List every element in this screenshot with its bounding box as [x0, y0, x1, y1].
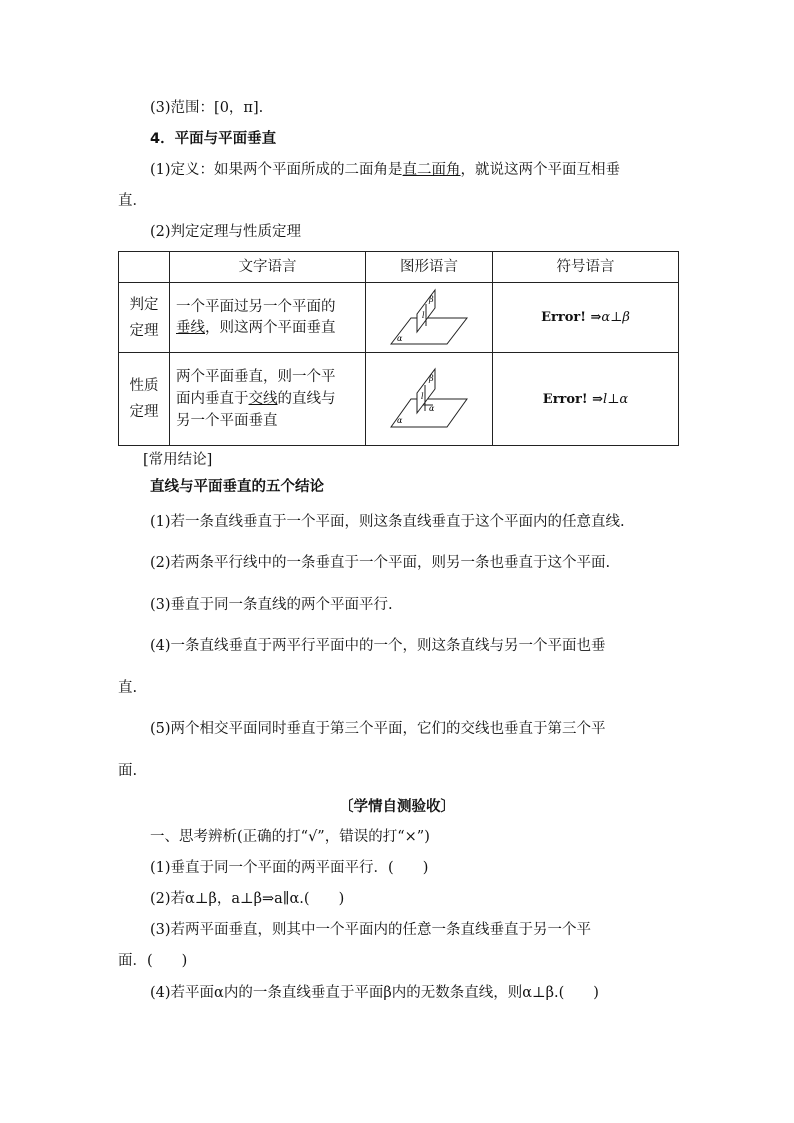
text-language-part: 面内垂直于 — [176, 391, 249, 407]
figure-label: α — [397, 333, 403, 343]
definition-line-cont: 直． — [118, 193, 147, 209]
quiz-heading: 〔学情自测验收〕 — [339, 799, 455, 815]
table-header-cell: 图形语言 — [366, 252, 493, 283]
conclusion-item: (5)两个相交平面同时垂直于第三个平面，它们的交线也垂直于第三个平 — [150, 721, 606, 737]
quiz-part-title: 一、思考辨析(正确的打“√”，错误的打“×”) — [150, 829, 430, 845]
definition-line — [150, 160, 620, 180]
section-4-title: 4．平面与平面垂直 — [150, 131, 277, 147]
figure-label: α — [397, 416, 403, 425]
theorem-intro: (2)判定定理与性质定理 — [150, 224, 302, 240]
row-name-line: 判定 — [129, 296, 159, 313]
conclusion-title: 直线与平面垂直的五个结论 — [150, 479, 324, 495]
symbol-premise: Error! ⇒ — [541, 310, 602, 325]
row-name-cell — [119, 353, 170, 446]
row-name-line: 定理 — [129, 322, 159, 339]
conclusion-item: 直. — [118, 680, 138, 696]
figure-label: l — [422, 310, 425, 320]
conclusion-item: (3)垂直于同一条直线的两个平面平行. — [150, 597, 393, 613]
table-header-cell: 文字语言 — [170, 252, 366, 283]
quiz-question: (2)若α⊥β，a⊥β⇒a∥α.( ) — [150, 891, 345, 907]
text-language-line: 一个平面过另一个平面的 — [176, 298, 336, 315]
definition-text-a: (1)定义：如果两个平面所成的二面角是 — [150, 162, 403, 178]
text-language-rest: ，则这两个平面垂直 — [205, 319, 336, 336]
key-term: 交线 — [248, 391, 278, 407]
quiz-question: (3)若两平面垂直，则其中一个平面内的任意一条直线垂直于另一个平 — [150, 922, 592, 938]
text-language-cell — [170, 353, 366, 446]
conclusion-item: (2)若两条平行线中的一条垂直于一个平面，则另一条也垂直于这个平面. — [150, 555, 611, 571]
definition-key-term: 直二面角 — [402, 162, 461, 178]
figure-label: α — [429, 404, 435, 413]
table-row — [119, 283, 679, 353]
conclusion-tag: [常用结论] — [143, 452, 213, 468]
figure-label: β — [429, 294, 434, 304]
definition-text-b: ，就说这两个平面互相垂 — [460, 162, 621, 178]
symbol-conclusion: l⊥α — [603, 391, 629, 407]
symbol-premise: Error! ⇒ — [542, 391, 604, 407]
perpendicular-planes-figure — [389, 288, 469, 348]
table-row — [119, 353, 679, 446]
row-name-cell — [119, 283, 170, 353]
text-language-line — [176, 318, 359, 339]
table-header-cell: 符号语言 — [493, 252, 679, 283]
text-language-line: 另一个平面垂直 — [176, 413, 278, 429]
quiz-question: (1)垂直于同一个平面的两平面平行．( ) — [150, 860, 429, 876]
quiz-question: (4)若平面α内的一条直线垂直于平面β内的无数条直线，则α⊥β.( ) — [150, 985, 599, 1001]
conclusion-item: 面. — [118, 763, 138, 779]
key-term: 垂线 — [176, 319, 205, 336]
theorem-table — [118, 251, 679, 446]
text-language-line — [176, 388, 359, 410]
row-name-line: 性质 — [129, 378, 159, 394]
table-header-cell — [119, 252, 170, 283]
symbol-language-cell — [493, 283, 679, 353]
text-language-line: 两个平面垂直，则一个平 — [176, 369, 336, 385]
perpendicular-planes-figure — [389, 367, 469, 431]
figure-label: l — [421, 392, 424, 401]
row-name-line: 定理 — [129, 404, 159, 420]
table-header-row — [119, 252, 679, 283]
figure-cell — [366, 353, 493, 446]
text-language-part: 的直线与 — [277, 391, 336, 407]
symbol-conclusion: α⊥β — [601, 310, 630, 325]
text-language-cell — [170, 283, 366, 353]
symbol-language-cell — [493, 353, 679, 446]
figure-cell — [366, 283, 493, 353]
conclusion-item: (4)一条直线垂直于两平行平面中的一个，则这条直线与另一个平面也垂 — [150, 638, 606, 654]
range-line: (3)范围：[0，π]. — [150, 100, 264, 116]
quiz-question-cont: 面．( ) — [118, 953, 188, 969]
conclusion-item: (1)若一条直线垂直于一个平面，则这条直线垂直于这个平面内的任意直线. — [150, 514, 625, 530]
figure-label: β — [429, 374, 434, 383]
